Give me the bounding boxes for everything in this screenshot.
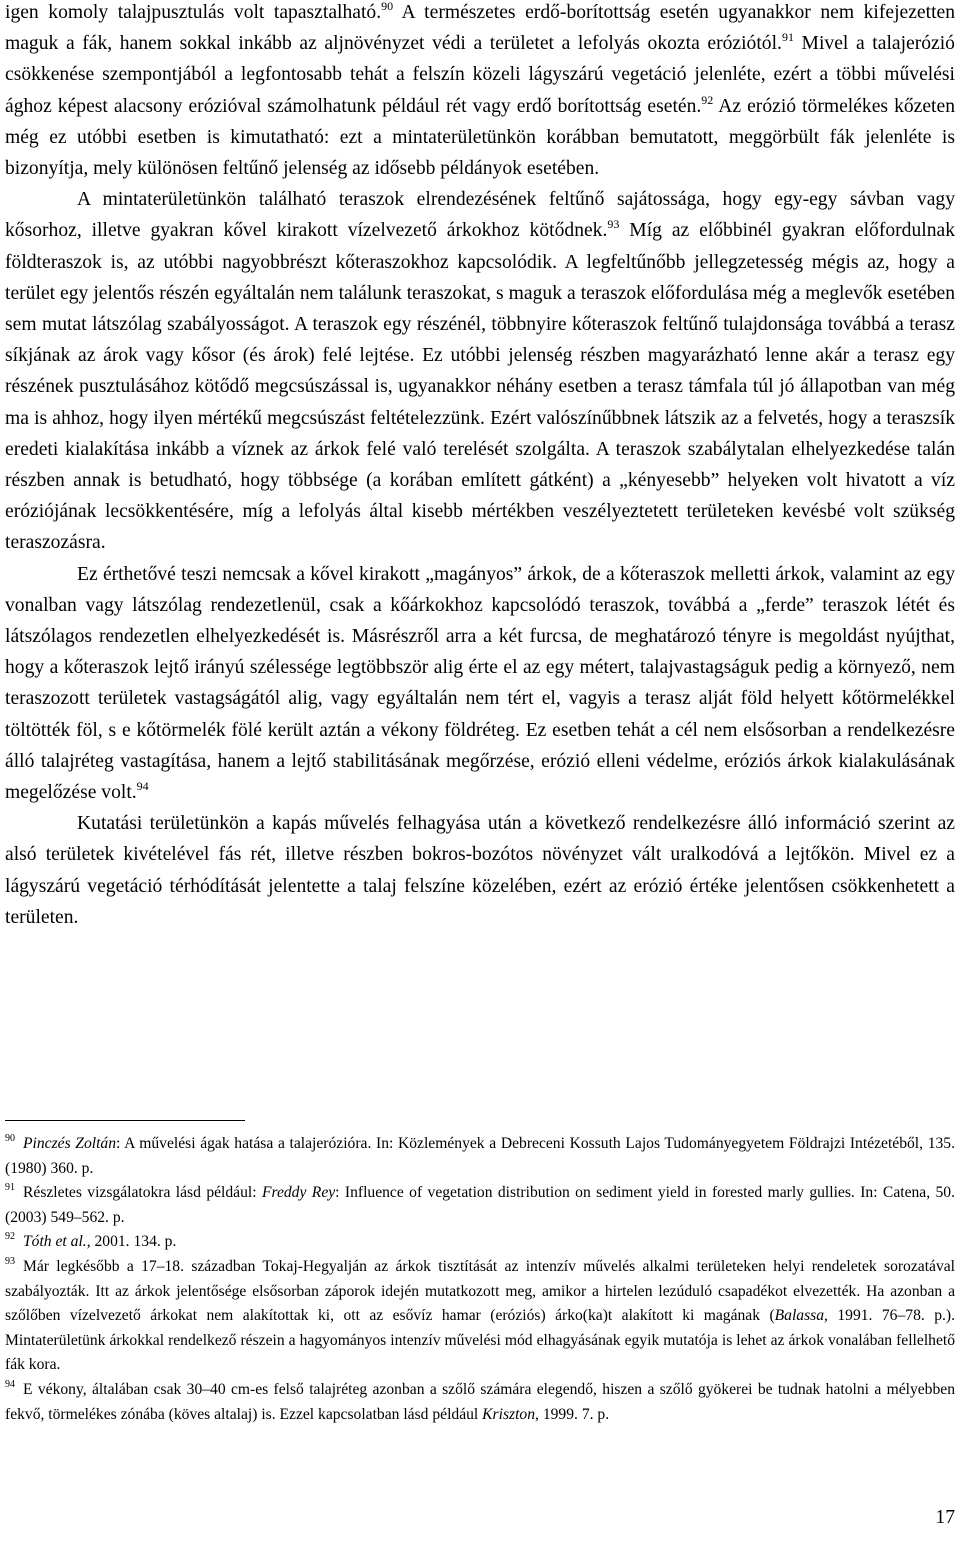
footnote-90 <box>5 1132 955 1181</box>
footnote-ref: 94 <box>136 779 149 794</box>
footnote-92 <box>5 1230 955 1255</box>
footnote-number: 93 <box>5 1255 15 1267</box>
footnote-94 <box>5 1378 955 1427</box>
text-run: A természetes erdő-borítottság esetén ugyanakkor nem kifejezetten maguk a fák, hanem sokkal inkább az aljnövényzet védi a területet a lefolyás okozta eróziótól. <box>5 2 956 55</box>
footnote-ref: 93 <box>607 217 620 232</box>
footnote-ref: 92 <box>701 92 714 107</box>
paragraph-2 <box>5 184 955 558</box>
footnote-author: Kriszton <box>482 1405 536 1423</box>
footnote-text: Már legkésőbb a 17–18. században Tokaj-Hegyalján az árkok tisztítását az intenzív művelés alkalmi területeken helyi rendeletek sorozatával szabályozták. Itt az árkok jelentősége elsősorban záporok idején mutatkozott meg, amikor a hirtelen lezúduló csapadékot elvezették. Ha azonban a szőlőben vízelvezető árkokat nem alakítottak ki, ott az esővíz hamar (eróziós) árko(ka)t alakított ki magának ( <box>5 1257 955 1325</box>
footnote-separator <box>5 1120 245 1121</box>
footnote-number: 94 <box>5 1378 15 1390</box>
main-text <box>5 0 955 933</box>
footnote-text: , 1999. 7. p. <box>535 1405 610 1423</box>
footnote-number: 92 <box>5 1231 15 1243</box>
footnote-author: Freddy Rey <box>261 1184 336 1202</box>
footnote-ref: 90 <box>381 0 394 13</box>
footnote-text: : A művelési ágak hatása a talajerózióra. In: Közlemények a Debreceni Kossuth Lajos Tudományegyetem Földrajzi Intézetéből, 135. (1980) 360. p. <box>5 1135 955 1177</box>
footnote-author: Balassa <box>774 1307 825 1325</box>
footnote-author: Tóth et al. <box>23 1233 87 1251</box>
footnote-author: Pinczés Zoltán <box>23 1135 117 1152</box>
footnote-text: : Influence of vegetation distribution on sediment yield in forested marly gullies. In: Catena, 50. (2003) 549–562. p. <box>5 1184 956 1226</box>
text-run: Kutatási területünkön a kapás művelés felhagyása után a következő rendelkezésre álló információ szerint az alsó területek kivételével fás rét, illetve részben bokros-bozótos növényzet vált uralkodóvá a lejtőkön. Mivel ez a lágyszárú vegetáció térhódítását jelentette a talaj felszíne közelében, ezért az erózió értéke jelentősen csökkenhetett a területen. <box>5 813 955 928</box>
paragraph-1 <box>5 0 955 184</box>
footnote-91 <box>5 1181 955 1230</box>
paragraph-4 <box>5 808 955 933</box>
text-run: Mivel a talajerózió csökkenése szempontjából a legfontosabb tehát a felszín közeli lágyszárú vegetáció jelenléte, ezért a többi művelési ághoz képest alacsony erózióval számolhatunk például rét vagy erdő borítottság esetén. <box>5 33 955 117</box>
footnote-93 <box>5 1255 955 1378</box>
text-run: A mintaterületünkön található teraszok elrendezésének feltűnő sajátossága, hogy egy-egy sávban vagy kősorhoz, illetve gyakran kővel kirakott vízelvezető árkokhoz kötődnek. <box>5 189 955 242</box>
text-run: Ez érthetővé teszi nemcsak a kővel kirakott „magányos” árkok, de a kőteraszok melletti árkok, valamint az egy vonalban vagy látszólag rendezetlenül, csak a kőárkokhoz kapcsolódó teraszok, továbbá a „ferde” teraszok létét és látszólagos rendezetlen elhelyezkedését is. Másrészről arra a két furcsa, de meghatározó tényre is megoldást nyújthat, hogy a kőteraszok lejtő irányú szélessége legtöbbször alig érte el az egy métert, talajvastagságuk pedig a környező, nem teraszozott területek vastagságától alig, vagy egyáltalán nem tért el, vagyis a terasz alját föld helyett kőtörmelékkel töltötték föl, s e kőtörmelék fölé került aztán a vékony földréteg. Ez esetben tehát a cél nem elsősorban a rendelkezésre álló talajréteg vastagítása, hanem a lejtő stabilitásának megőrzése, erózió elleni védelme, eróziós árkok kialakulásának megelőzése volt. <box>5 563 955 804</box>
footnote-text: , 1991. 76–78. p.). Mintaterületünk árkokkal rendelkező részein a hagyományos intenzív művelési mód elhagyásának egyik mutatója is lehet az árkok vonalában fellelhető fák kora. <box>5 1307 955 1374</box>
footnote-text: , 2001. 134. p. <box>86 1233 177 1251</box>
footnote-text: Részletes vizsgálatokra lásd például: <box>23 1184 262 1202</box>
footnote-number: 91 <box>5 1182 15 1194</box>
text-run: Míg az előbbinél gyakran előfordulnak földteraszok is, az utóbbi nagyobbrészt kőteraszokhoz kapcsolódik. A legfeltűnőbb jellegzetesség mégis az, hogy a terület egy jelentős részén egyáltalán nem találunk teraszokat, s maguk a teraszok előfordulása még a meglevők esetében sem mutat látszólag szabályosságot. A teraszok egy részénél, többnyire kőteraszok feltűnő tulajdonsága továbbá a terasz síkjának az árok vagy kősor (és árok) felé lejtése. Ez utóbbi jelenség részben magyarázható lenne akár a terasz egy részének pusztulásához kötődő megcsúszással is, ugyanakkor néhány esetben a terasz támfala túl jó állapotban van még ma is ahhoz, hogy ilyen mértékű megcsúszást feltételezzünk. Ezért valószínűbbnek látszik az a felvetés, hogy a teraszsík eredeti kialakítása inkább a víznek az árkok felé való terelését szolgálta. A teraszok szabálytalan elhelyezkedése talán részben annak is betudható, hogy többsége (a korában említett gátként) a „kényesebb” helyeken volt hivatott a víz eróziójának lecsökkentésére, míg a lefolyás által kisebb mértékben veszélyeztetett területeken kevésbé volt szükség teraszozásra. <box>5 220 955 554</box>
page-number: 17 <box>935 1507 955 1528</box>
text-run: Az erózió törmelékes kőzeten még ez utóbbi esetben is kimutatható: ezt a mintaterületünkön korábban bemutatott, meggörbült fák jelenléte is bizonyítja, mely különösen feltűnő jelenség az idősebb példányok esetében. <box>5 95 955 180</box>
footnote-text: E vékony, általában csak 30–40 cm-es felső talajréteg azonban a szőlő számára elegendő, hiszen a szőlő gyökerei be tudnak hatolni a mélyebben fekvő, törmelékes zónába (köves altalaj) is. Ezzel kapcsolatban lásd például <box>5 1380 955 1423</box>
paragraph-3 <box>5 559 955 809</box>
footnotes <box>5 1132 955 1427</box>
footnote-ref: 91 <box>781 30 794 45</box>
text-run: igen komoly talajpusztulás volt tapasztalható. <box>5 2 382 23</box>
footnote-number: 90 <box>5 1133 15 1144</box>
